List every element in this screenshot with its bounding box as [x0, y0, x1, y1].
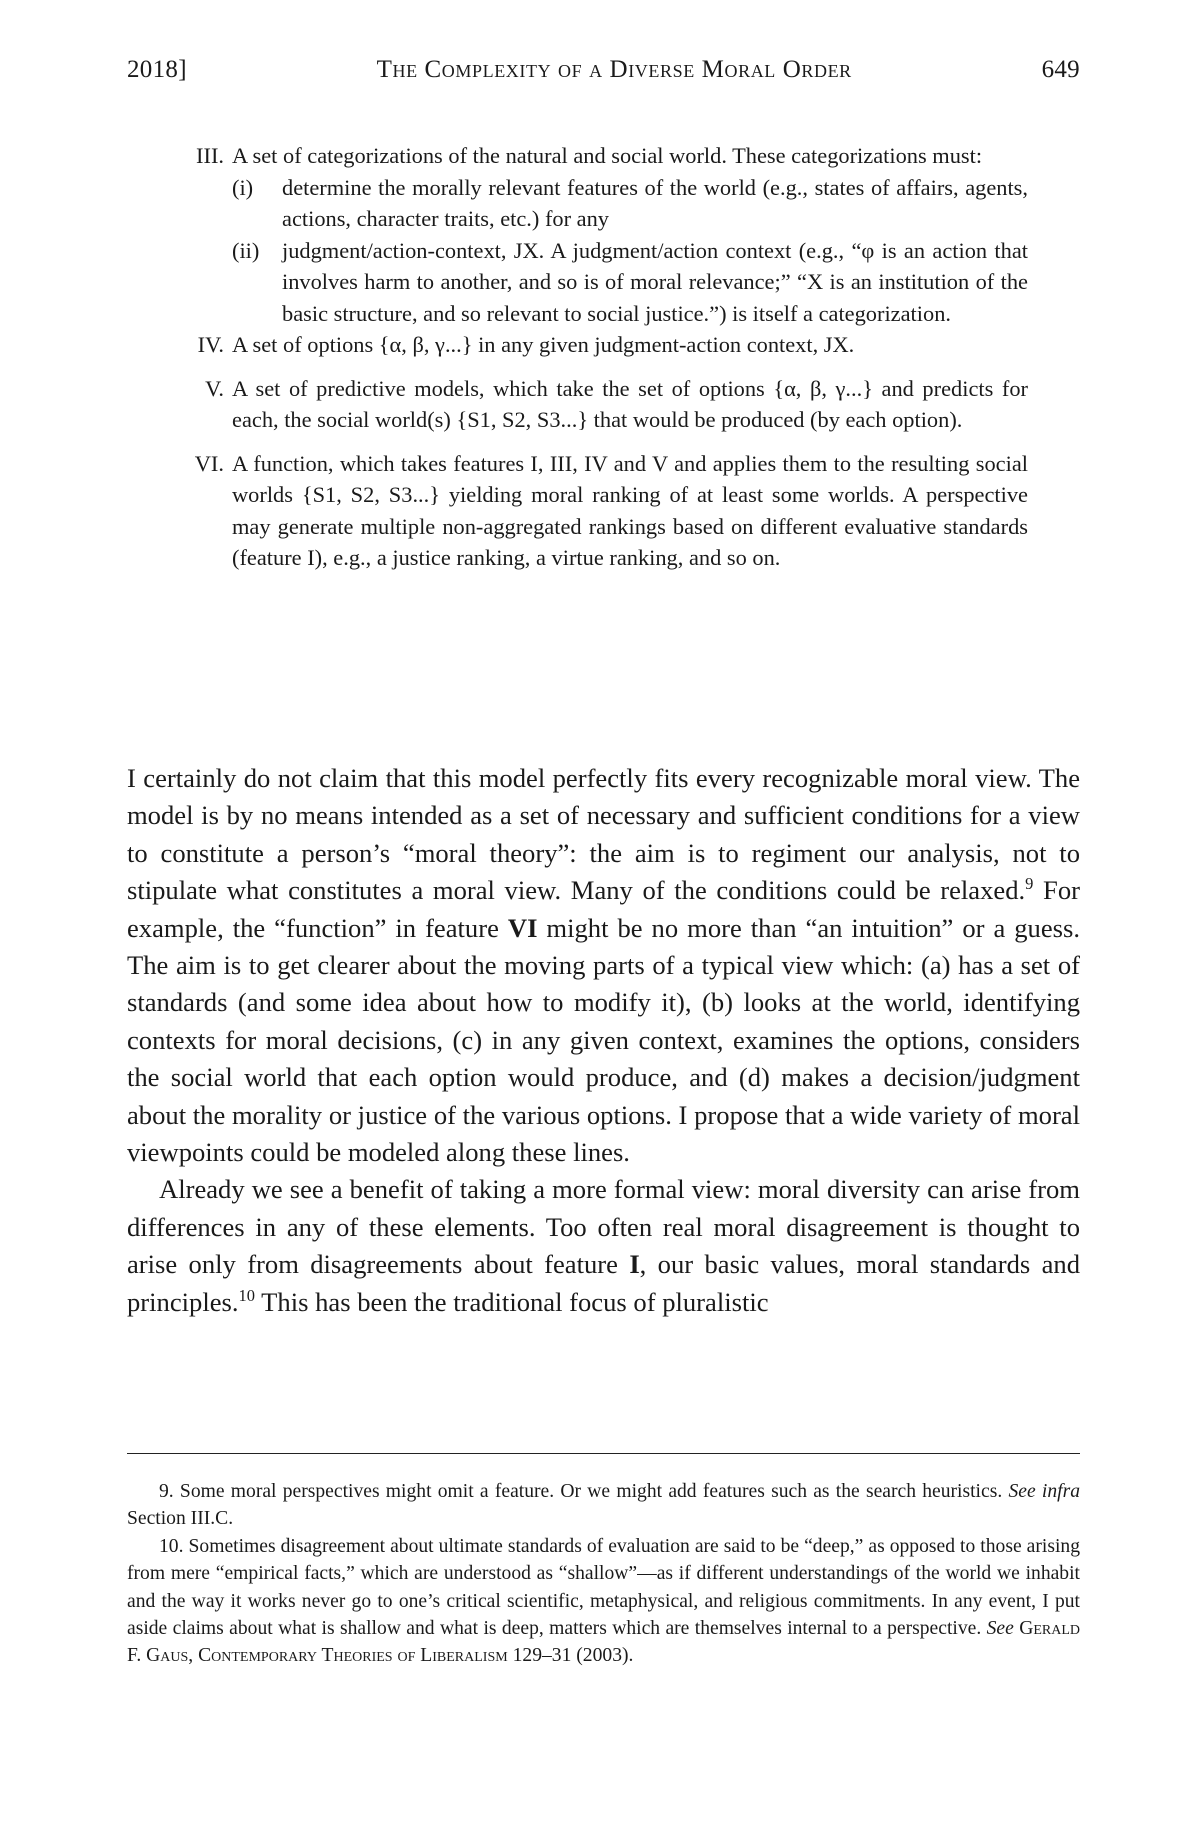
- citation-title: Contemporary Theories of Liberalism: [198, 1645, 508, 1667]
- citation-signal: See infra: [1008, 1481, 1081, 1502]
- footnote-ref[interactable]: 9: [1025, 874, 1034, 894]
- sub-item-number: (i): [232, 174, 254, 200]
- footnote: [127, 1478, 1080, 1533]
- sub-item: [232, 172, 1028, 235]
- header-year: 2018]: [127, 56, 187, 83]
- paragraph: [127, 1171, 1080, 1321]
- list-item-text: A set of categorizations of the natural and social world. These categorizations must:: [232, 143, 983, 168]
- footnote: [127, 1533, 1080, 1670]
- list-item-text: A set of predictive models, which take the set of options {α, β, γ...} and predicts for each, the social world(s) {S1, S2, S3...} that would be produced (by each option).: [232, 375, 1028, 432]
- list-item-number: III.: [196, 143, 224, 168]
- paragraph-text: , our basic values, moral standards and principles.: [127, 1249, 1080, 1317]
- paragraph-text: For example, the “function” in feature: [127, 875, 1080, 943]
- bold-term: I: [629, 1249, 640, 1280]
- sub-item-text: determine the morally relevant features of the world (e.g., states of affairs, agents, actions, character traits, etc.) for any: [282, 174, 1028, 231]
- list-item: [168, 140, 1028, 329]
- list-item-text: A set of options {α, β, γ...} in any given judgment-action context, JX.: [232, 332, 855, 357]
- bold-term: VI: [507, 912, 538, 943]
- footnote-text: 129–31 (2003).: [507, 1645, 634, 1667]
- list-item-number: IV.: [197, 332, 224, 357]
- paragraph-text: This has been the traditional focus of pluralistic: [255, 1286, 769, 1317]
- footnotes: [127, 1478, 1080, 1670]
- feature-list: [168, 140, 1028, 574]
- footnote-text: 9. Some moral perspectives might omit a feature. Or we might add features such as the search heuristics.: [159, 1481, 1009, 1502]
- footnote-text: Section III.C.: [127, 1508, 234, 1530]
- sub-item-text: judgment/action-context, JX. A judgment/action context (e.g., “φ is an action that involves harm to another, and so is of moral relevance;” “X is an institution of the basic structure, and so relevant to social justice.”) is itself a categorization.: [282, 237, 1028, 326]
- footnote-text: 10. Sometimes disagreement about ultimate standards of evaluation are said to be “deep,” as opposed to those arising from mere “empirical facts,” which are understood as “shallow”—as if different understandings of the world we inhabit and the way it works never go to one’s critical scientific, metaphysical, and religious commitments. In any event, I put aside claims about what is shallow and what is deep, matters which are themselves internal to a perspective.: [127, 1535, 1080, 1640]
- sub-item: [232, 235, 1028, 330]
- citation-signal: See: [986, 1618, 1014, 1640]
- page-number: 649: [1041, 56, 1080, 83]
- list-item-number: V.: [205, 375, 224, 401]
- running-header: [127, 56, 1080, 84]
- body-text: [127, 760, 1080, 1321]
- paragraph: [127, 760, 1080, 1171]
- sub-item-number: (ii): [232, 237, 260, 263]
- paragraph-text: Already we see a benefit of taking a more formal view: moral diversity can arise from differences in any of these elements. Too often real moral disagreement is thought to arise only from disagreements about feature: [127, 1174, 1080, 1280]
- paragraph-text: might be no more than “an intuition” or a guess. The aim is to get clearer about the moving parts of a typical view which: (a) has a set of standards (and some idea about how to modify it), (b) looks at the world, identifying contexts for moral decisions, (c) in any given context, examines the options, considers the social world that each option would produce, and (d) makes a decision/judgment about the morality or justice of the various options. I propose that a wide variety of moral viewpoints could be modeled along these lines.: [127, 912, 1081, 1168]
- header-title: The Complexity of a Diverse Moral Order: [376, 56, 852, 83]
- paragraph-text: I certainly do not claim that this model perfectly fits every recognizable moral view. The model is by no means intended as a set of necessary and sufficient conditions for a view to constitute a person’s “moral theory”: the aim is to regiment our analysis, not to stipulate what constitutes a moral view. Many of the conditions could be relaxed.: [127, 763, 1080, 906]
- footnote-ref[interactable]: 10: [238, 1285, 256, 1305]
- list-item: [168, 329, 1028, 361]
- list-item-text: A function, which takes features I, III, IV and V and applies them to the resulting social worlds {S1, S2, S3...} yielding moral ranking of at least some worlds. A perspective may generate multiple non-aggregated rankings based on different evaluative standards (feature I), e.g., a justice ranking, a virtue ranking, and so on.: [232, 450, 1028, 570]
- footnote-divider: [127, 1453, 1080, 1454]
- list-item-number: VI.: [194, 450, 224, 476]
- list-item: [168, 448, 1028, 574]
- citation-author: Gerald F. Gaus,: [127, 1618, 1081, 1667]
- list-item: [168, 373, 1028, 436]
